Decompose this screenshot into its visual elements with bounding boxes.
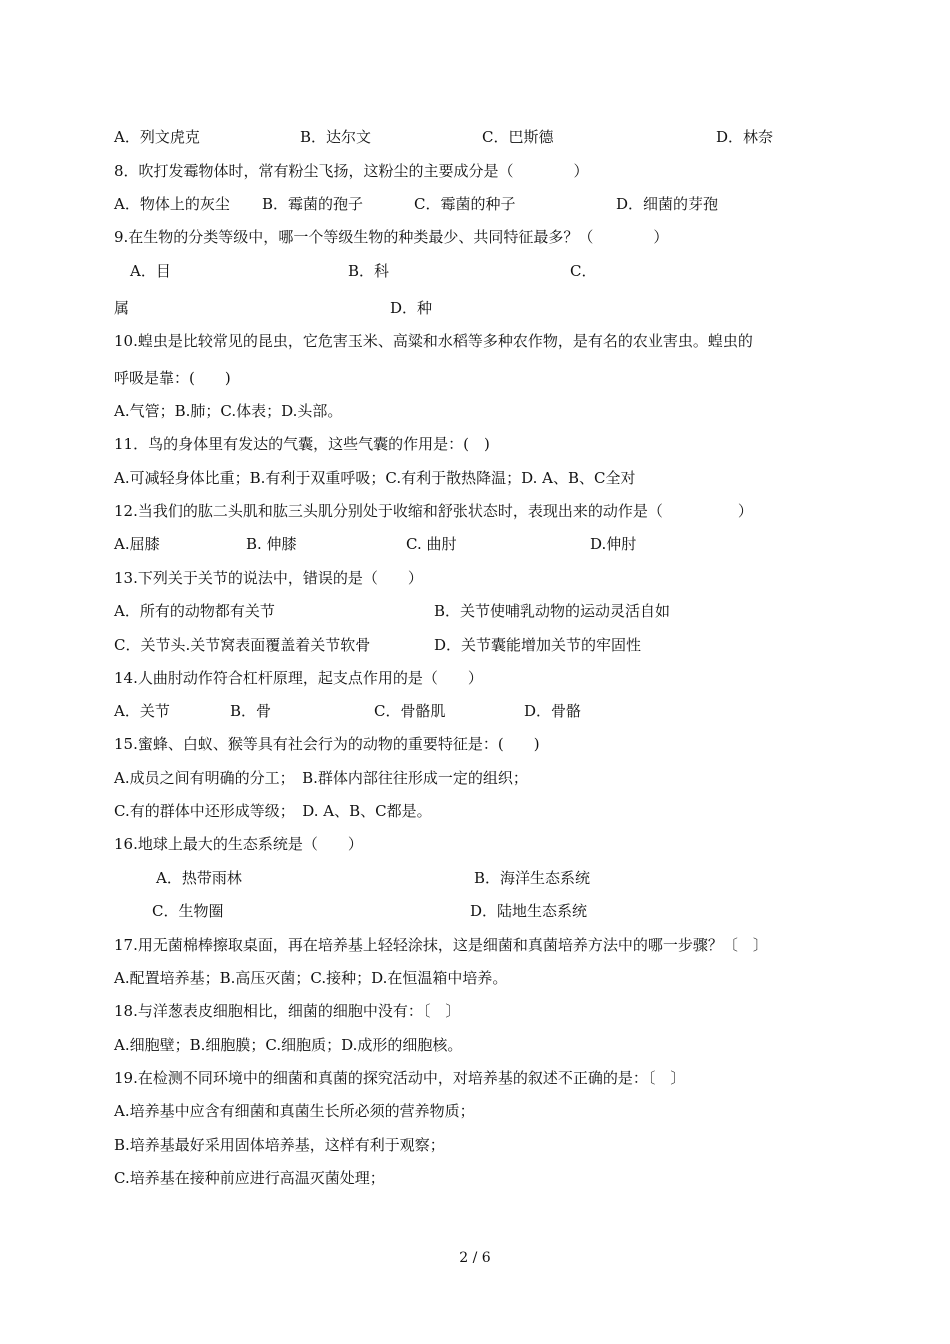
answer-option: A．关节	[114, 702, 170, 720]
answer-option: B．关节使哺乳动物的运动灵活自如	[434, 602, 671, 620]
text-line	[114, 900, 850, 922]
text-line: C.有的群体中还形成等级； D. A、B、C都是。	[114, 802, 432, 820]
answer-option: B．海洋生态系统	[474, 869, 591, 887]
text-line: 15.蜜蜂、白蚁、猴等具有社会行为的动物的重要特征是：( )	[114, 735, 540, 753]
answer-option: A．热带雨林	[156, 869, 242, 887]
answer-option: 属	[114, 299, 130, 317]
text-line: A.细胞壁；B.细胞膜；C.细胞质；D.成形的细胞核。	[114, 1036, 463, 1054]
text-line: 9.在生物的分类等级中，哪一个等级生物的种类最少、共同特征最多？（ ）	[114, 228, 669, 246]
text-line	[114, 126, 850, 148]
answer-option: B. 伸膝	[246, 535, 297, 553]
answer-option: D．陆地生态系统	[470, 902, 588, 920]
text-line: A.可减轻身体比重；B.有利于双重呼吸；C.有利于散热降温；D. A、B、C全对	[114, 469, 636, 487]
text-line: 10.蝗虫是比较常见的昆虫，它危害玉米、高粱和水稻等多种农作物，是有名的农业害虫。蝗虫的	[114, 332, 753, 350]
text-line	[114, 867, 850, 889]
answer-option: C．生物圈	[152, 902, 224, 920]
answer-option: C. 曲肘	[406, 535, 457, 553]
text-line	[114, 260, 850, 282]
text-line: 12.当我们的肱二头肌和肱三头肌分别处于收缩和舒张状态时，表现出来的动作是（ ）	[114, 502, 753, 520]
answer-option: B．霉菌的孢子	[262, 195, 364, 213]
text-line: 呼吸是靠：( )	[114, 369, 231, 387]
answer-option: A．物体上的灰尘	[114, 195, 230, 213]
text-line: 18.与洋葱表皮细胞相比，细菌的细胞中没有：〔 〕	[114, 1002, 461, 1020]
answer-option: A．目	[130, 262, 171, 280]
answer-option: C．霉菌的种子	[414, 195, 516, 213]
text-line	[114, 634, 850, 656]
text-line: A.成员之间有明确的分工； B.群体内部往往形成一定的组织；	[114, 769, 528, 787]
text-line	[114, 193, 850, 215]
text-line: A.气管；B.肺；C.体表；D.头部。	[114, 402, 343, 420]
text-line: B.培养基最好采用固体培养基，这样有利于观察；	[114, 1136, 445, 1154]
answer-option: C．	[570, 262, 597, 280]
text-line	[114, 600, 850, 622]
answer-option: D.伸肘	[590, 535, 637, 553]
text-line: 11．鸟的身体里有发达的气囊，这些气囊的作用是：( )	[114, 435, 490, 453]
text-line	[114, 297, 850, 319]
answer-option: D．关节囊能增加关节的牢固性	[434, 636, 642, 654]
answer-option: C．关节头.关节窝表面覆盖着关节软骨	[114, 636, 371, 654]
text-line: A.配置培养基；B.高压灭菌；C.接种；D.在恒温箱中培养。	[114, 969, 508, 987]
text-line	[114, 533, 850, 555]
text-line: C.培养基在接种前应进行高温灭菌处理；	[114, 1169, 385, 1187]
answer-option: D．细菌的芽孢	[616, 195, 719, 213]
answer-option: B．骨	[230, 702, 272, 720]
text-line: 19.在检测不同环境中的细菌和真菌的探究活动中，对培养基的叙述不正确的是：〔 〕	[114, 1069, 686, 1087]
answer-option: B．科	[348, 262, 390, 280]
answer-option: A.屈膝	[114, 535, 160, 553]
text-line: 16.地球上最大的生态系统是（ ）	[114, 835, 363, 853]
text-line: A.培养基中应含有细菌和真菌生长所必须的营养物质；	[114, 1102, 475, 1120]
answer-option: C．骨骼肌	[374, 702, 446, 720]
answer-option: D．骨骼	[524, 702, 582, 720]
text-line: 17.用无菌棉棒擦取桌面，再在培养基上轻轻涂抹，这是细菌和真菌培养方法中的哪一步骤？〔 〕	[114, 936, 768, 954]
text-line: 13.下列关于关节的说法中，错误的是（ ）	[114, 569, 423, 587]
text-line: 14.人曲肘动作符合杠杆原理，起支点作用的是（ ）	[114, 669, 483, 687]
text-line: 8．吹打发霉物体时，常有粉尘飞扬，这粉尘的主要成分是（ ）	[114, 162, 589, 180]
answer-option: A．列文虎克	[114, 128, 200, 146]
text-line	[114, 700, 850, 722]
answer-option: B．达尔文	[300, 128, 372, 146]
answer-option: D．种	[390, 299, 433, 317]
page-number: 2 / 6	[459, 1250, 491, 1266]
answer-option: C．巴斯德	[482, 128, 554, 146]
answer-option: A．所有的动物都有关节	[114, 602, 275, 620]
answer-option: D．林奈	[716, 128, 774, 146]
